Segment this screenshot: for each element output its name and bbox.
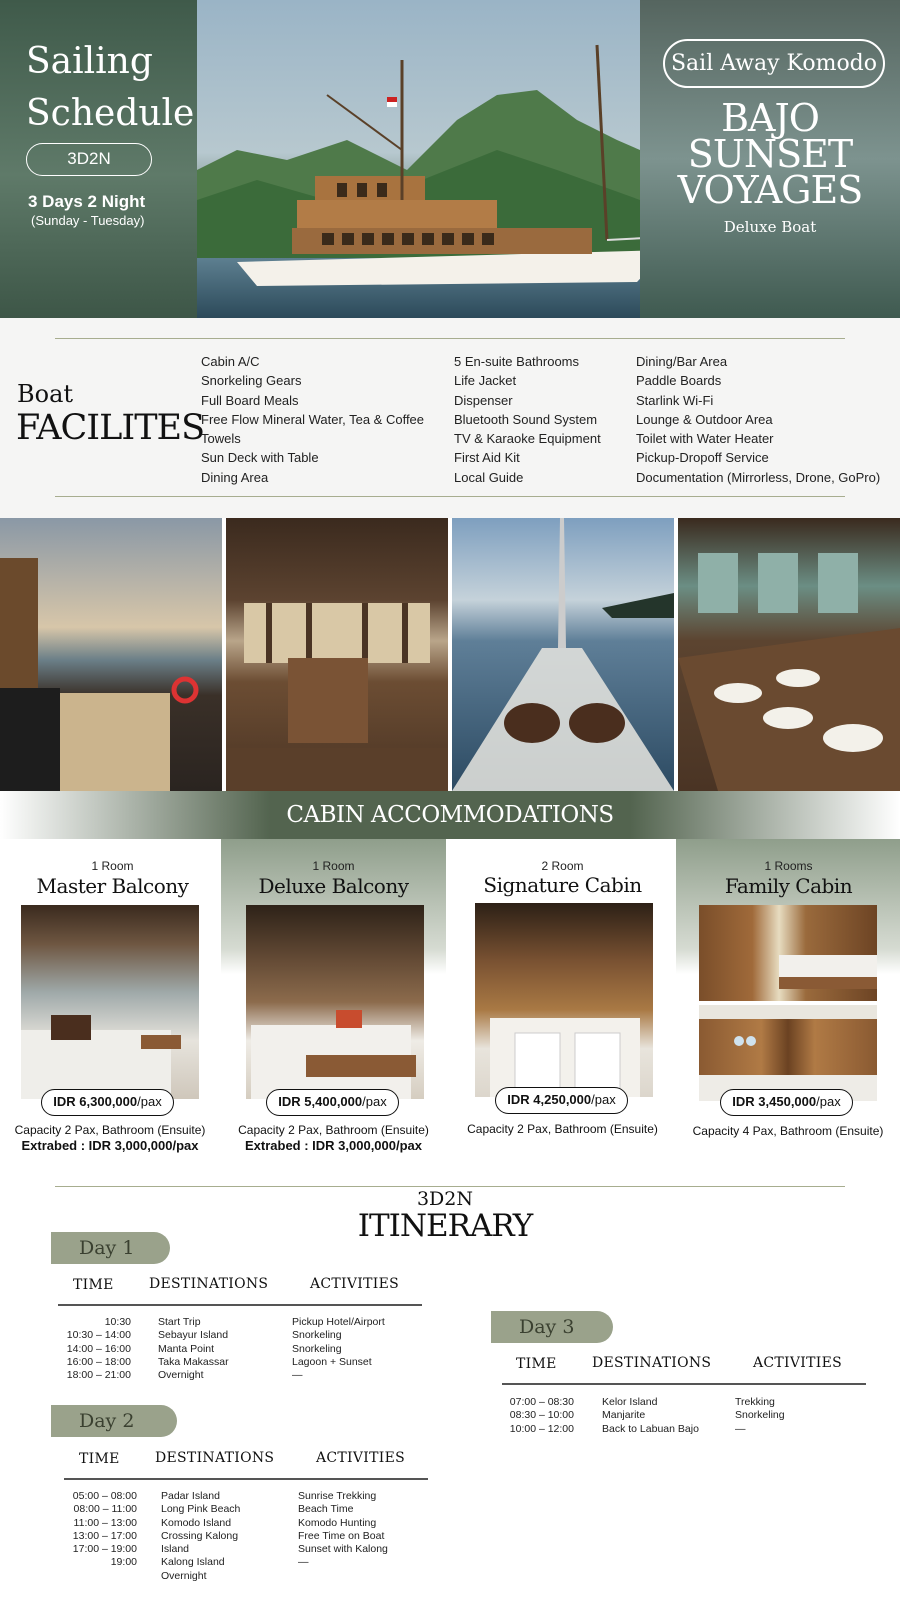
price-pill bbox=[720, 1089, 853, 1116]
day-3-tab: Day 3 bbox=[491, 1311, 613, 1343]
activity-list bbox=[292, 1316, 385, 1382]
schedule-title-line: Sailing bbox=[26, 41, 153, 82]
price-pill bbox=[495, 1087, 628, 1114]
facilities-title-small: Boat bbox=[17, 380, 74, 408]
col-header-activities: ACTIVITIES bbox=[310, 1276, 400, 1292]
cabin-card-master-balcony bbox=[0, 839, 225, 1189]
bed-illustration bbox=[475, 903, 653, 1097]
itinerary-title-small: 3D2N bbox=[416, 1188, 474, 1210]
gallery-photo-deck bbox=[0, 518, 222, 791]
brand-panel bbox=[640, 0, 900, 318]
brand-title bbox=[640, 96, 900, 212]
list-item: First Aid Kit bbox=[454, 450, 520, 466]
list-item: 08:00 – 11:00 bbox=[73, 1503, 137, 1516]
activity-list bbox=[735, 1396, 785, 1436]
list-item: Life Jacket bbox=[454, 373, 517, 389]
price-amount: IDR 6,300,000 bbox=[53, 1094, 138, 1109]
list-item: Manjarite bbox=[602, 1409, 646, 1422]
list-item: Overnight bbox=[158, 1369, 204, 1382]
facilities-list bbox=[636, 352, 880, 487]
price-unit: /pax bbox=[137, 1094, 162, 1109]
list-item: Paddle Boards bbox=[636, 373, 722, 389]
list-item: — bbox=[298, 1556, 309, 1569]
list-item: 05:00 – 08:00 bbox=[72, 1490, 137, 1502]
price-pill bbox=[41, 1089, 174, 1116]
list-item: Starlink Wi-Fi bbox=[636, 392, 714, 408]
gallery-photo-bow-net bbox=[452, 518, 674, 791]
dining-illustration bbox=[678, 518, 900, 791]
list-item: 13:00 – 17:00 bbox=[72, 1529, 137, 1542]
list-item: Lagoon + Sunset bbox=[292, 1355, 372, 1368]
brand-subtitle: Deluxe Boat bbox=[723, 218, 817, 236]
brand-title-line: VOYAGES bbox=[677, 168, 863, 212]
list-item: Padar Island bbox=[161, 1490, 220, 1502]
cabin-photo bbox=[699, 905, 877, 1001]
list-item: 16:00 – 18:00 bbox=[66, 1355, 131, 1368]
list-item: Taka Makassar bbox=[158, 1355, 229, 1368]
cabin-card-deluxe-balcony bbox=[221, 839, 446, 1189]
divider bbox=[55, 1186, 845, 1187]
cabin-photo bbox=[21, 905, 199, 1099]
col-header-destinations: DESTINATIONS bbox=[592, 1355, 712, 1371]
facilities-list bbox=[201, 352, 424, 487]
list-item: Snorkeling Gears bbox=[201, 373, 302, 389]
day-2-tab: Day 2 bbox=[51, 1405, 177, 1437]
cabin-capacity: Capacity 4 Pax, Bathroom (Ensuite) bbox=[692, 1124, 884, 1138]
list-item: Long Pink Beach bbox=[161, 1503, 241, 1516]
list-item: Towels bbox=[201, 431, 241, 447]
list-item: Kalong Island bbox=[161, 1556, 225, 1569]
list-item: 5 En-suite Bathrooms bbox=[454, 354, 580, 369]
deck-illustration bbox=[0, 518, 222, 791]
brand-title-line: SUNSET bbox=[687, 132, 853, 176]
brand-title-line: BAJO bbox=[721, 96, 819, 140]
header-rule bbox=[64, 1478, 428, 1480]
list-item: Trekking bbox=[735, 1396, 775, 1408]
list-item: Dispenser bbox=[454, 392, 513, 408]
list-item: 14:00 – 16:00 bbox=[66, 1342, 131, 1355]
time-list bbox=[50, 1490, 137, 1570]
header-rule bbox=[58, 1304, 422, 1306]
price-unit: /pax bbox=[362, 1094, 387, 1109]
price-amount: IDR 3,450,000 bbox=[732, 1094, 817, 1109]
list-item: Documentation (Mirrorless, Drone, GoPro) bbox=[636, 469, 881, 485]
brand-pill: Sail Away Komodo bbox=[663, 39, 885, 88]
lounge-illustration bbox=[226, 518, 448, 791]
cabin-name: Signature Cabin bbox=[483, 873, 642, 897]
list-item: Local Guide bbox=[454, 469, 524, 485]
col-header-activities: ACTIVITIES bbox=[753, 1355, 843, 1371]
list-item: — bbox=[292, 1369, 303, 1382]
facilities-list bbox=[454, 352, 601, 487]
list-item: 17:00 – 19:00 bbox=[72, 1543, 137, 1556]
list-item: 11:00 – 13:00 bbox=[73, 1516, 137, 1529]
room-count: 1 Room bbox=[312, 859, 355, 873]
cabin-section-header bbox=[0, 791, 900, 839]
list-item: TV & Karaoke Equipment bbox=[454, 431, 601, 447]
cabin-photo bbox=[475, 903, 653, 1097]
facilities-title: FACILITES bbox=[16, 408, 205, 448]
list-item: Beach Time bbox=[298, 1503, 354, 1516]
itinerary-title: ITINERARY bbox=[357, 1208, 533, 1244]
col-header-destinations: DESTINATIONS bbox=[155, 1450, 275, 1466]
list-item: 10:30 – 14:00 bbox=[66, 1329, 131, 1342]
boat-photo bbox=[197, 0, 640, 318]
cabin-extrabed: Extrabed : IDR 3,000,000/pax bbox=[21, 1138, 199, 1153]
cabin-capacity: Capacity 2 Pax, Bathroom (Ensuite) bbox=[238, 1123, 429, 1137]
gallery-photo-lounge bbox=[226, 518, 448, 791]
cabin-extrabed: Extrabed : IDR 3,000,000/pax bbox=[244, 1138, 423, 1153]
price-amount: IDR 4,250,000 bbox=[507, 1092, 592, 1107]
bed-illustration bbox=[246, 905, 424, 1099]
room-count: 2 Room bbox=[541, 859, 584, 873]
col-header-destinations: DESTINATIONS bbox=[149, 1276, 269, 1292]
list-item: Full Board Meals bbox=[201, 392, 299, 408]
duration-days: (Sunday - Tuesday) bbox=[31, 213, 145, 228]
col-header-time: TIME bbox=[79, 1451, 120, 1467]
list-item: Dining/Bar Area bbox=[636, 354, 728, 369]
list-item: — bbox=[735, 1422, 746, 1435]
list-item: Pickup-Dropoff Service bbox=[636, 450, 769, 466]
photo-gallery bbox=[0, 518, 900, 791]
list-item: 07:00 – 08:30 bbox=[509, 1396, 574, 1408]
destination-list bbox=[602, 1396, 699, 1436]
list-item: Manta Point bbox=[158, 1342, 215, 1355]
list-item: 18:00 – 21:00 bbox=[66, 1369, 131, 1382]
time-list bbox=[50, 1316, 131, 1382]
list-item: Komodo Hunting bbox=[298, 1516, 377, 1529]
cabin-card-family bbox=[676, 839, 900, 1189]
list-item: Kelor Island bbox=[602, 1396, 658, 1408]
schedule-panel bbox=[0, 0, 197, 318]
list-item: Sunset with Kalong bbox=[298, 1543, 388, 1556]
list-item: Snorkeling bbox=[292, 1329, 342, 1342]
bow-net-illustration bbox=[452, 518, 674, 791]
room-count: 1 Room bbox=[91, 859, 134, 873]
day-1-tab: Day 1 bbox=[51, 1232, 170, 1264]
cabin-capacity: Capacity 2 Pax, Bathroom (Ensuite) bbox=[467, 1122, 658, 1136]
list-item: Sunrise Trekking bbox=[298, 1490, 377, 1502]
destination-list bbox=[158, 1316, 229, 1382]
list-item: Start Trip bbox=[158, 1316, 201, 1328]
boat-illustration bbox=[197, 0, 640, 318]
list-item: 19:00 bbox=[110, 1556, 137, 1569]
cabin-name: Deluxe Balcony bbox=[258, 874, 409, 898]
time-list bbox=[500, 1396, 574, 1436]
list-item: Pickup Hotel/Airport bbox=[292, 1316, 385, 1328]
cabin-capacity: Capacity 2 Pax, Bathroom (Ensuite) bbox=[14, 1123, 206, 1137]
col-header-time: TIME bbox=[73, 1277, 114, 1293]
list-item: Bluetooth Sound System bbox=[454, 411, 598, 427]
list-item: Sebayur Island bbox=[158, 1329, 229, 1342]
bed-illustration bbox=[699, 905, 877, 1001]
cabin-name: Master Balcony bbox=[36, 874, 189, 898]
schedule-title bbox=[26, 36, 194, 140]
activity-list bbox=[298, 1490, 388, 1570]
list-item: Island bbox=[161, 1543, 190, 1556]
bed-illustration bbox=[699, 1005, 877, 1101]
price-amount: IDR 5,400,000 bbox=[278, 1094, 363, 1109]
duration-text: 3 Days 2 Night bbox=[28, 192, 146, 211]
list-item: Dining Area bbox=[201, 469, 269, 485]
list-item: 08:30 – 10:00 bbox=[509, 1409, 574, 1422]
list-item: 10:00 – 12:00 bbox=[509, 1422, 574, 1435]
list-item: Toilet with Water Heater bbox=[636, 431, 774, 447]
price-pill bbox=[266, 1089, 399, 1116]
cabin-photo bbox=[699, 1005, 877, 1101]
cabin-name: Family Cabin bbox=[724, 874, 853, 898]
schedule-title-line: Schedule bbox=[26, 93, 195, 134]
duration-pill: 3D2N bbox=[26, 143, 152, 176]
list-item: Overnight bbox=[161, 1569, 207, 1582]
col-header-activities: ACTIVITIES bbox=[316, 1450, 406, 1466]
divider bbox=[55, 338, 845, 339]
cabin-photo bbox=[246, 905, 424, 1099]
price-unit: /pax bbox=[591, 1092, 616, 1107]
list-item: Sun Deck with Table bbox=[201, 450, 319, 466]
list-item: Snorkeling bbox=[735, 1409, 785, 1422]
cabin-section-title: CABIN ACCOMMODATIONS bbox=[286, 802, 614, 828]
list-item: Komodo Island bbox=[161, 1516, 232, 1529]
bed-illustration bbox=[21, 905, 199, 1099]
list-item: Crossing Kalong bbox=[161, 1529, 239, 1542]
list-item: 10:30 bbox=[104, 1316, 131, 1328]
gallery-photo-dining bbox=[678, 518, 900, 791]
list-item: Free Time on Boat bbox=[298, 1529, 385, 1542]
facilities-section bbox=[0, 318, 900, 518]
list-item: Free Flow Mineral Water, Tea & Coffee bbox=[201, 411, 425, 427]
col-header-time: TIME bbox=[516, 1356, 557, 1372]
list-item: Back to Labuan Bajo bbox=[602, 1422, 699, 1435]
list-item: Cabin A/C bbox=[201, 354, 260, 369]
price-unit: /pax bbox=[816, 1094, 841, 1109]
list-item: Snorkeling bbox=[292, 1342, 342, 1355]
destination-list bbox=[161, 1490, 240, 1583]
cabin-card-signature bbox=[450, 839, 675, 1189]
room-count: 1 Rooms bbox=[764, 859, 813, 873]
header-rule bbox=[502, 1383, 866, 1385]
divider bbox=[55, 496, 845, 497]
hero-banner bbox=[0, 0, 900, 318]
list-item: Lounge & Outdoor Area bbox=[636, 411, 773, 427]
